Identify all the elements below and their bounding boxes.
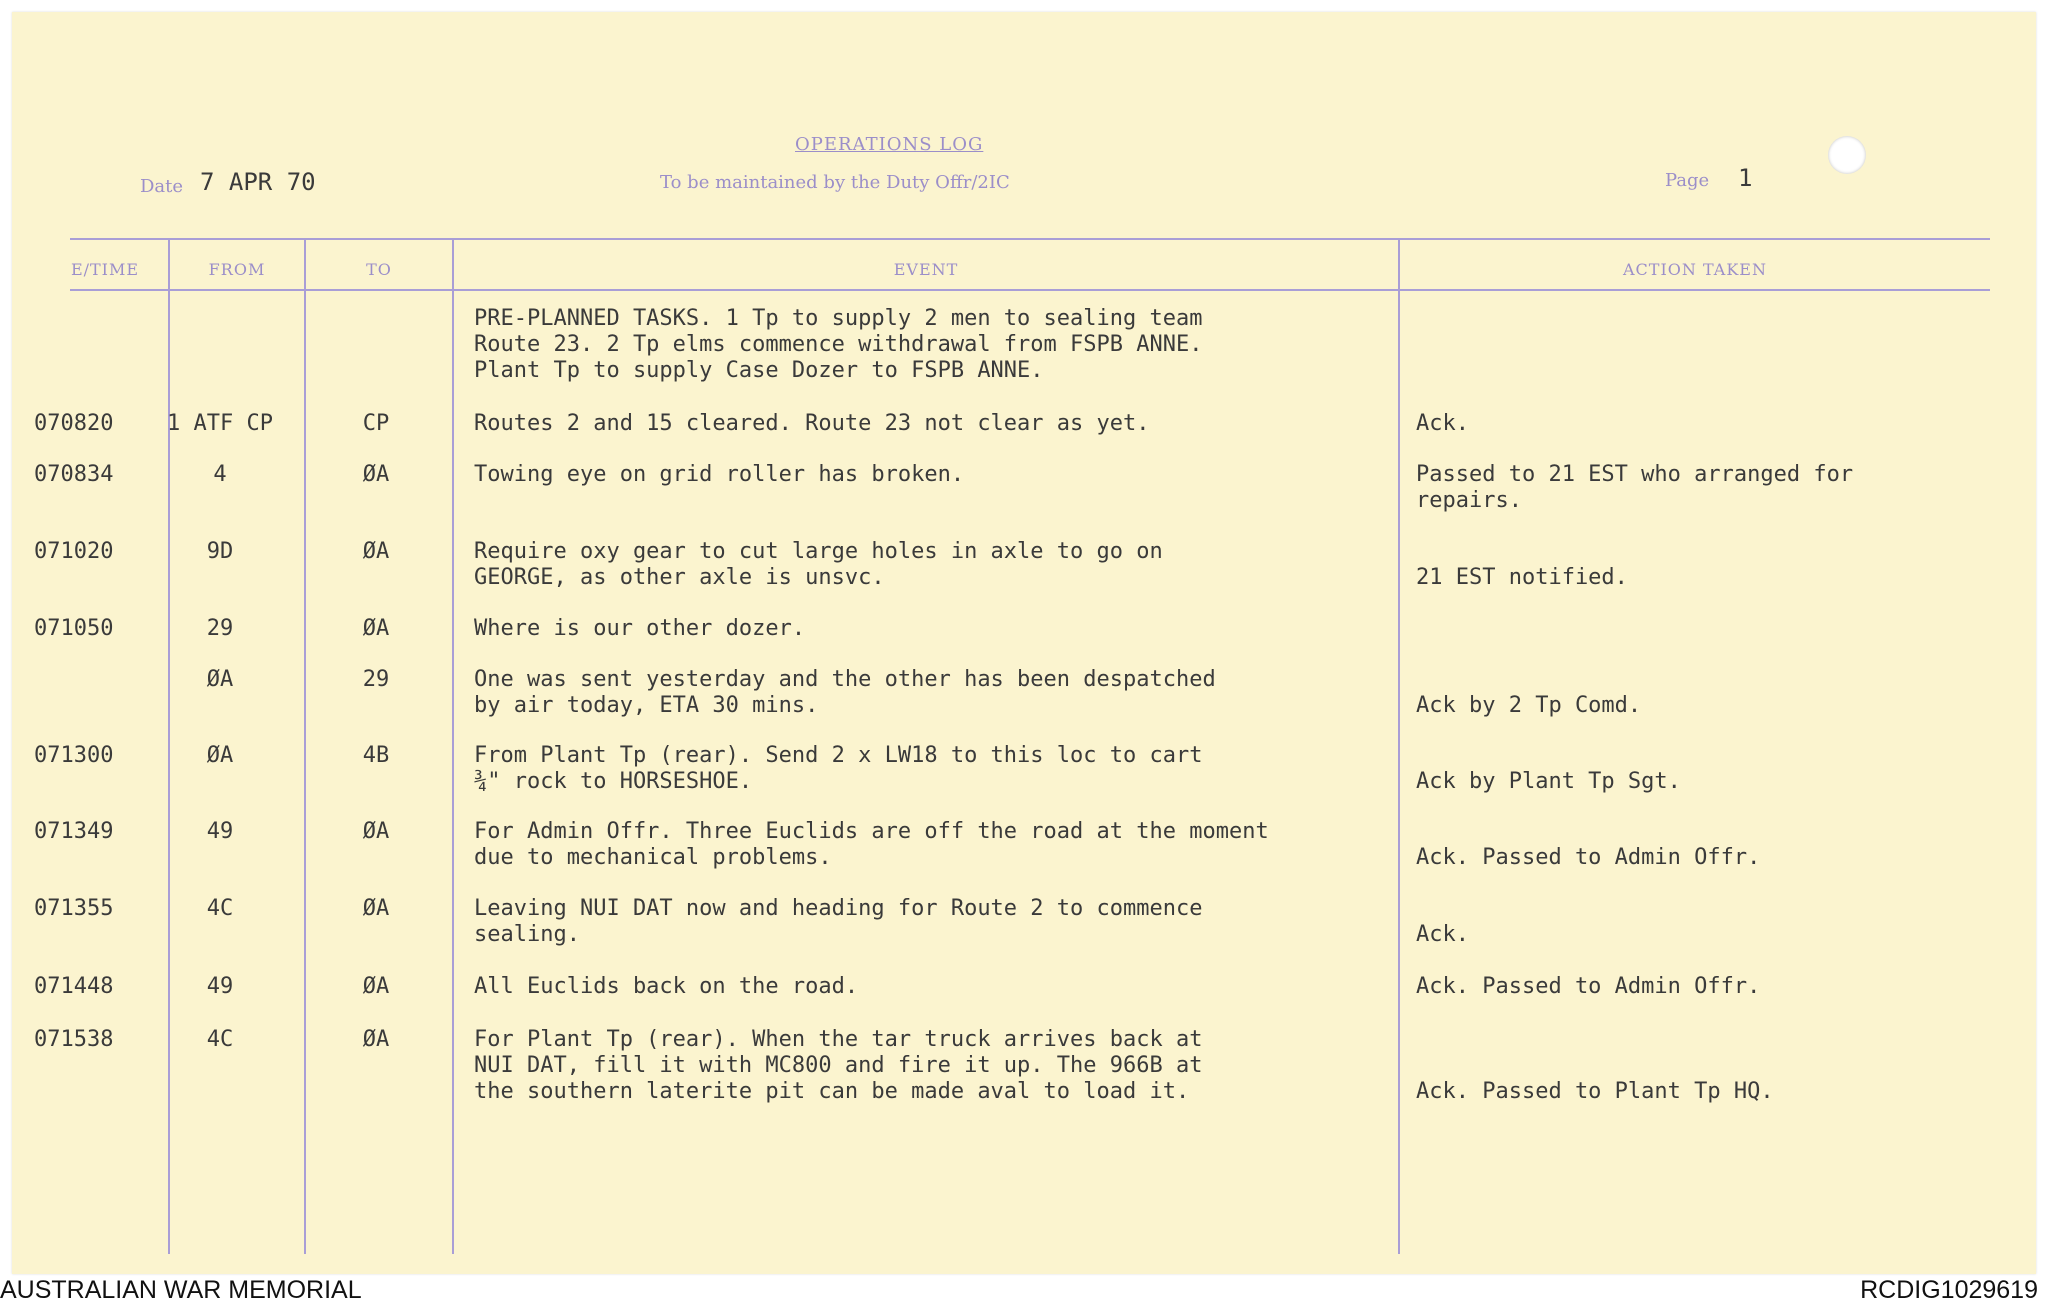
row-event: All Euclids back on the road. xyxy=(474,974,859,999)
header-from: FROM xyxy=(208,260,266,279)
row-to: ØA xyxy=(362,896,390,921)
row-event: Leaving NUI DAT now and heading for Route 2 to commence sealing. xyxy=(474,896,1203,947)
header-dtg: E/TIME xyxy=(70,260,140,279)
row-from: 9D xyxy=(206,539,234,564)
row-action: Ack. Passed to Admin Offr. xyxy=(1416,974,1761,999)
page-label: Page xyxy=(1665,170,1710,191)
row-event: From Plant Tp (rear). Send 2 x LW18 to this loc to cart ¾" rock to HORSESHOE. xyxy=(474,743,1203,794)
row-to: 29 xyxy=(362,667,390,692)
row-from: 4C xyxy=(206,1027,234,1052)
table-header-rule xyxy=(70,289,1990,291)
row-dtg: 070820 xyxy=(34,411,114,436)
row-event: Require oxy gear to cut large holes in axle to go on GEORGE, as other axle is unsvc. xyxy=(474,539,1163,590)
row-event: For Plant Tp (rear). When the tar truck arrives back at NUI DAT, fill it with MC800 and fire it up. The 966B at the southern laterite pit can be made aval to load it. xyxy=(474,1027,1203,1104)
row-action: 21 EST notified. xyxy=(1416,565,1628,590)
row-action: Ack. xyxy=(1416,922,1469,947)
row-action: Passed to 21 EST who arranged for repairs. xyxy=(1416,462,1854,513)
row-from: ØA xyxy=(206,667,234,692)
row-dtg: 070834 xyxy=(34,462,114,487)
row-from: 1 ATF CP xyxy=(167,411,273,436)
row-to: ØA xyxy=(362,462,390,487)
row-from: 49 xyxy=(206,974,234,999)
footer-id: RCDIG1029619 xyxy=(1860,1276,2038,1304)
row-from: 4 xyxy=(213,462,227,487)
table-top-rule xyxy=(70,238,1990,240)
row-from: 4C xyxy=(206,896,234,921)
column-divider xyxy=(452,238,454,1254)
row-to: ØA xyxy=(362,819,390,844)
date-label: Date xyxy=(140,176,184,197)
punch-hole xyxy=(1828,136,1866,174)
row-from: ØA xyxy=(206,743,234,768)
row-dtg: 071355 xyxy=(34,896,114,921)
row-event: Where is our other dozer. xyxy=(474,616,806,641)
row-event: Towing eye on grid roller has broken. xyxy=(474,462,965,487)
row-to: ØA xyxy=(362,1027,390,1052)
row-action: Ack by Plant Tp Sgt. xyxy=(1416,769,1681,794)
row-from: 29 xyxy=(206,616,234,641)
log-title: OPERATIONS LOG xyxy=(795,134,984,155)
footer-credit: AUSTRALIAN WAR MEMORIAL xyxy=(0,1276,362,1304)
row-from: 49 xyxy=(206,819,234,844)
row-to: ØA xyxy=(362,539,390,564)
header-event: EVENT xyxy=(893,260,959,279)
row-to: 4B xyxy=(362,743,390,768)
header-action: ACTION TAKEN xyxy=(1623,260,1767,279)
row-dtg: 071349 xyxy=(34,819,114,844)
row-to: CP xyxy=(362,411,390,436)
date-value: 7 APR 70 xyxy=(200,168,316,196)
row-dtg: 071300 xyxy=(34,743,114,768)
row-event: One was sent yesterday and the other has been despatched by air today, ETA 30 mins. xyxy=(474,667,1216,718)
row-to: ØA xyxy=(362,616,390,641)
row-event: Routes 2 and 15 cleared. Route 23 not clear as yet. xyxy=(474,411,1150,436)
row-dtg: 071050 xyxy=(34,616,114,641)
row-dtg: 071020 xyxy=(34,539,114,564)
column-divider xyxy=(1398,238,1400,1254)
row-action: Ack by 2 Tp Comd. xyxy=(1416,693,1642,718)
row-action: Ack. xyxy=(1416,411,1469,436)
row-event: For Admin Offr. Three Euclids are off the road at the moment due to mechanical problems. xyxy=(474,819,1269,870)
row-to: ØA xyxy=(362,974,390,999)
row-action: Ack. Passed to Plant Tp HQ. xyxy=(1416,1079,1774,1104)
page-value: 1 xyxy=(1738,164,1753,192)
row-action: Ack. Passed to Admin Offr. xyxy=(1416,845,1761,870)
row-dtg: 071448 xyxy=(34,974,114,999)
row-dtg: 071538 xyxy=(34,1027,114,1052)
header-to: TO xyxy=(366,260,392,279)
row-event: PRE-PLANNED TASKS. 1 Tp to supply 2 men to sealing team Route 23. 2 Tp elms commence withdrawal from FSPB ANNE. Plant Tp to supply Case Dozer to FSPB ANNE. xyxy=(474,306,1203,383)
log-subtitle: To be maintained by the Duty Offr/2IC xyxy=(660,172,1010,193)
